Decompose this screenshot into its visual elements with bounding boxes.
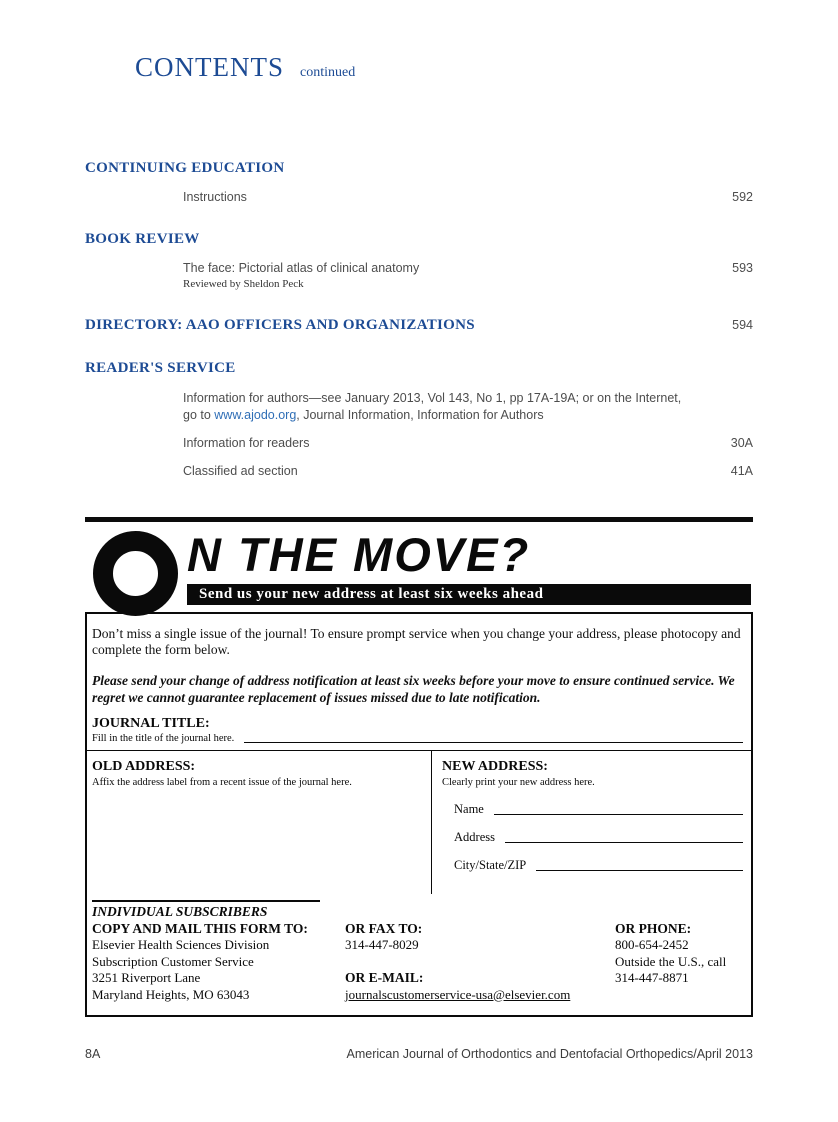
name-field xyxy=(454,802,743,817)
email-address: journalscustomerservice-usa@elsevier.com xyxy=(345,986,571,1002)
old-address-hint: Affix the address label from a recent issue of the journal here. xyxy=(92,777,352,788)
on-the-move-ad xyxy=(85,517,753,1017)
page-title: CONTENTS xyxy=(135,52,284,82)
city-state-zip-fill-line xyxy=(536,870,743,871)
journal-title-label: JOURNAL TITLE: xyxy=(92,716,210,731)
section-heading: DIRECTORY: AAO OFFICERS AND ORGANIZATIONS xyxy=(85,317,475,333)
subscribers-rule xyxy=(92,900,320,902)
journal-title-fill-line xyxy=(244,742,743,743)
toc-entry-title: Information for readers xyxy=(183,436,310,450)
contents-header xyxy=(135,52,753,82)
authors-note-text: Information for authors—see January 2013, Vol 143, No 1, pp 17A-19A; or on the Internet, go to xyxy=(183,391,682,422)
toc-entry xyxy=(183,464,753,479)
toc-page-number: 30A xyxy=(730,436,753,450)
new-address-column xyxy=(432,751,751,894)
mail-to-column xyxy=(92,904,345,1003)
phone-label: OR PHONE: xyxy=(615,920,692,936)
ad-banner: Send us your new address at least six weeks ahead xyxy=(187,584,751,605)
ad-notice-text: Please send your change of address notification at least six weeks before your move to ensure continued service. We regret we cannot guarantee replacement of issues missed due to late notification. xyxy=(92,673,735,705)
toc-page-number: 41A xyxy=(730,464,753,478)
name-fill-line xyxy=(494,814,743,815)
new-address-label: NEW ADDRESS: xyxy=(442,759,548,774)
fax-label: OR FAX TO: xyxy=(345,920,423,936)
section-book-review xyxy=(85,231,753,291)
mail-address-line: 3251 Riverport Lane xyxy=(92,970,201,985)
section-heading: BOOK REVIEW xyxy=(85,231,200,247)
toc-page-number: 594 xyxy=(732,318,753,332)
fax-number: 314-447-8029 xyxy=(345,937,419,952)
city-state-zip-field xyxy=(454,858,743,873)
city-state-zip-field-label: City/State/ZIP xyxy=(454,858,527,872)
ajodo-website-link[interactable]: www.ajodo.org xyxy=(214,407,297,422)
section-heading: CONTINUING EDUCATION xyxy=(85,160,285,176)
individual-subscribers-section xyxy=(87,900,751,1015)
section-directory xyxy=(85,317,753,334)
subscribers-heading: INDIVIDUAL SUBSCRIBERS xyxy=(92,904,268,919)
toc-entry xyxy=(183,261,753,276)
address-field xyxy=(454,830,743,845)
ad-headline: N THE MOVE? xyxy=(187,528,531,581)
phone-number-line: 800-654-2452 xyxy=(615,937,689,952)
section-continuing-education xyxy=(85,160,753,205)
phone-column xyxy=(615,904,743,1003)
toc-page-number: 592 xyxy=(732,190,753,204)
journal-title-hint: Fill in the title of the journal here. xyxy=(92,733,235,744)
top-divider-rule xyxy=(85,517,753,522)
address-field-label: Address xyxy=(454,830,495,844)
toc-entry-title: Instructions xyxy=(183,190,247,204)
toc-entry-title: The face: Pictorial atlas of clinical anatomy xyxy=(183,261,420,275)
page-subtitle-continued: continued xyxy=(300,65,356,80)
section-heading: READER'S SERVICE xyxy=(85,360,236,376)
section-readers-service xyxy=(85,360,753,479)
name-field-label: Name xyxy=(454,802,484,816)
new-address-hint: Clearly print your new address here. xyxy=(442,777,595,788)
toc-entry xyxy=(183,190,753,205)
email-label: OR E-MAIL: xyxy=(345,970,424,985)
authors-information-note xyxy=(183,390,688,423)
ad-intro-text: Don’t miss a single issue of the journal! To ensure prompt service when you change your address, please photocopy and complete the form below. xyxy=(92,626,741,657)
authors-note-text: , Journal Information, Information for Authors xyxy=(296,407,544,422)
toc-page-number: 593 xyxy=(732,261,753,275)
fax-email-column xyxy=(345,904,615,1003)
table-of-contents xyxy=(85,160,753,479)
footer-journal-name: American Journal of Orthodontics and Dentofacial Orthopedics/April 2013 xyxy=(346,1047,753,1061)
toc-entry xyxy=(183,436,753,451)
mail-address-line: Elsevier Health Sciences Division xyxy=(92,937,270,952)
address-fill-line xyxy=(505,842,743,843)
old-address-column xyxy=(87,751,432,894)
page-footer xyxy=(85,1047,753,1061)
phone-number-line: 314-447-8871 xyxy=(615,970,689,985)
ad-masthead xyxy=(85,527,753,612)
toc-entry-title: Classified ad section xyxy=(183,464,298,478)
address-columns xyxy=(87,751,751,894)
toc-entry-byline: Reviewed by Sheldon Peck xyxy=(183,278,304,290)
footer-page-number: 8A xyxy=(85,1047,101,1061)
on-the-move-o-logo xyxy=(93,531,178,616)
old-address-label: OLD ADDRESS: xyxy=(92,759,196,774)
change-of-address-form xyxy=(85,612,753,1017)
mail-address-line: Maryland Heights, MO 63043 xyxy=(92,986,250,1002)
mail-address-line: Subscription Customer Service xyxy=(92,953,254,969)
phone-number-line: Outside the U.S., call xyxy=(615,953,727,969)
mail-to-label: COPY AND MAIL THIS FORM TO: xyxy=(92,920,308,936)
